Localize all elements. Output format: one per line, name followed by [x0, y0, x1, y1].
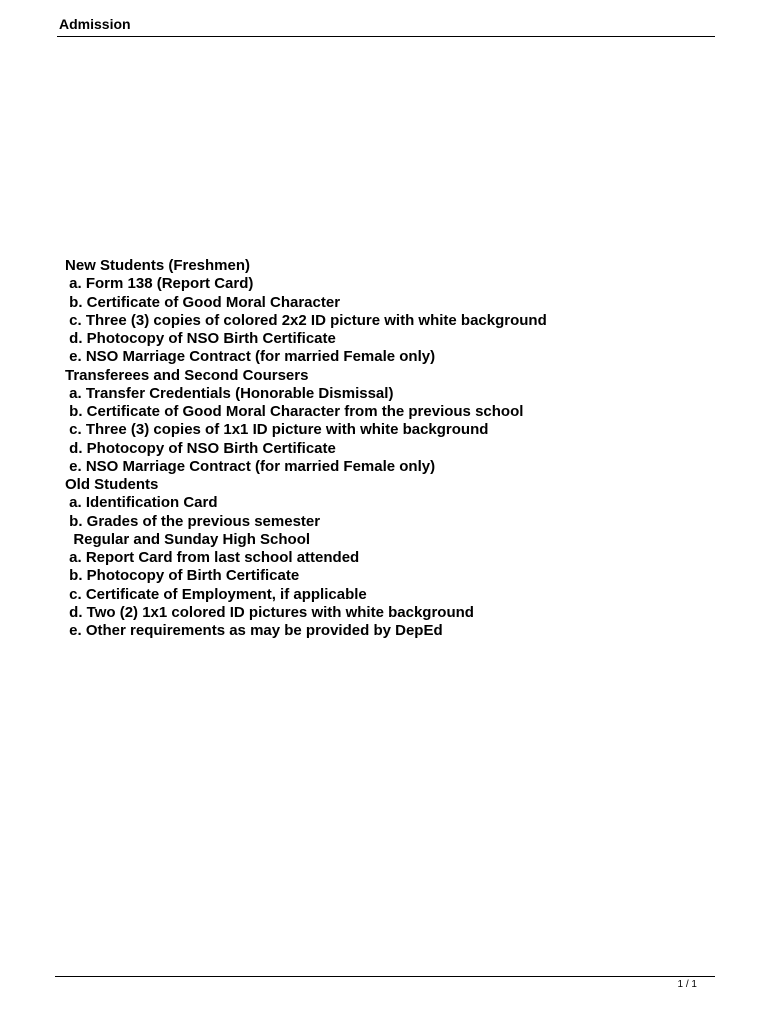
list-item: e. Other requirements as may be provided by DepEd	[65, 622, 443, 639]
list-item: a. Form 138 (Report Card)	[65, 275, 254, 293]
page-number: 1 / 1	[677, 979, 697, 990]
list-item: e. NSO Marriage Contract (for married Female only)	[65, 457, 436, 475]
list-item: c. Three (3) copies of colored 2x2 ID picture with white background	[65, 311, 547, 329]
list-item: a. Transfer Credentials (Honorable Dismissal)	[65, 384, 394, 402]
page-footer	[55, 976, 715, 990]
list-item: b. Grades of the previous semester	[65, 512, 321, 530]
list-item: d. Photocopy of NSO Birth Certificate	[65, 330, 336, 347]
list-item: c. Certificate of Employment, if applicable	[65, 585, 367, 603]
section-heading-old-students: Old Students	[65, 476, 159, 493]
list-item: b. Certificate of Good Moral Character from the previous school	[65, 403, 524, 420]
list-item: b. Photocopy of Birth Certificate	[65, 567, 300, 585]
section-heading-regular-sunday: Regular and Sunday High School	[65, 530, 311, 548]
list-item: d. Two (2) 1x1 colored ID pictures with white background	[65, 603, 474, 621]
list-item: b. Certificate of Good Moral Character	[65, 293, 341, 311]
list-item: a. Report Card from last school attended	[65, 549, 360, 566]
page-title: Admission	[59, 16, 131, 32]
section-heading-new-students: New Students (Freshmen)	[65, 257, 251, 274]
list-item: c. Three (3) copies of 1x1 ID picture with white background	[65, 421, 489, 439]
section-heading-transferees: Transferees and Second Coursers	[65, 366, 309, 384]
list-item: a. Identification Card	[65, 494, 218, 512]
page-header	[57, 14, 715, 37]
list-item: e. NSO Marriage Contract (for married Female only)	[65, 348, 436, 366]
list-item: d. Photocopy of NSO Birth Certificate	[65, 439, 336, 457]
admission-requirements	[65, 257, 705, 640]
